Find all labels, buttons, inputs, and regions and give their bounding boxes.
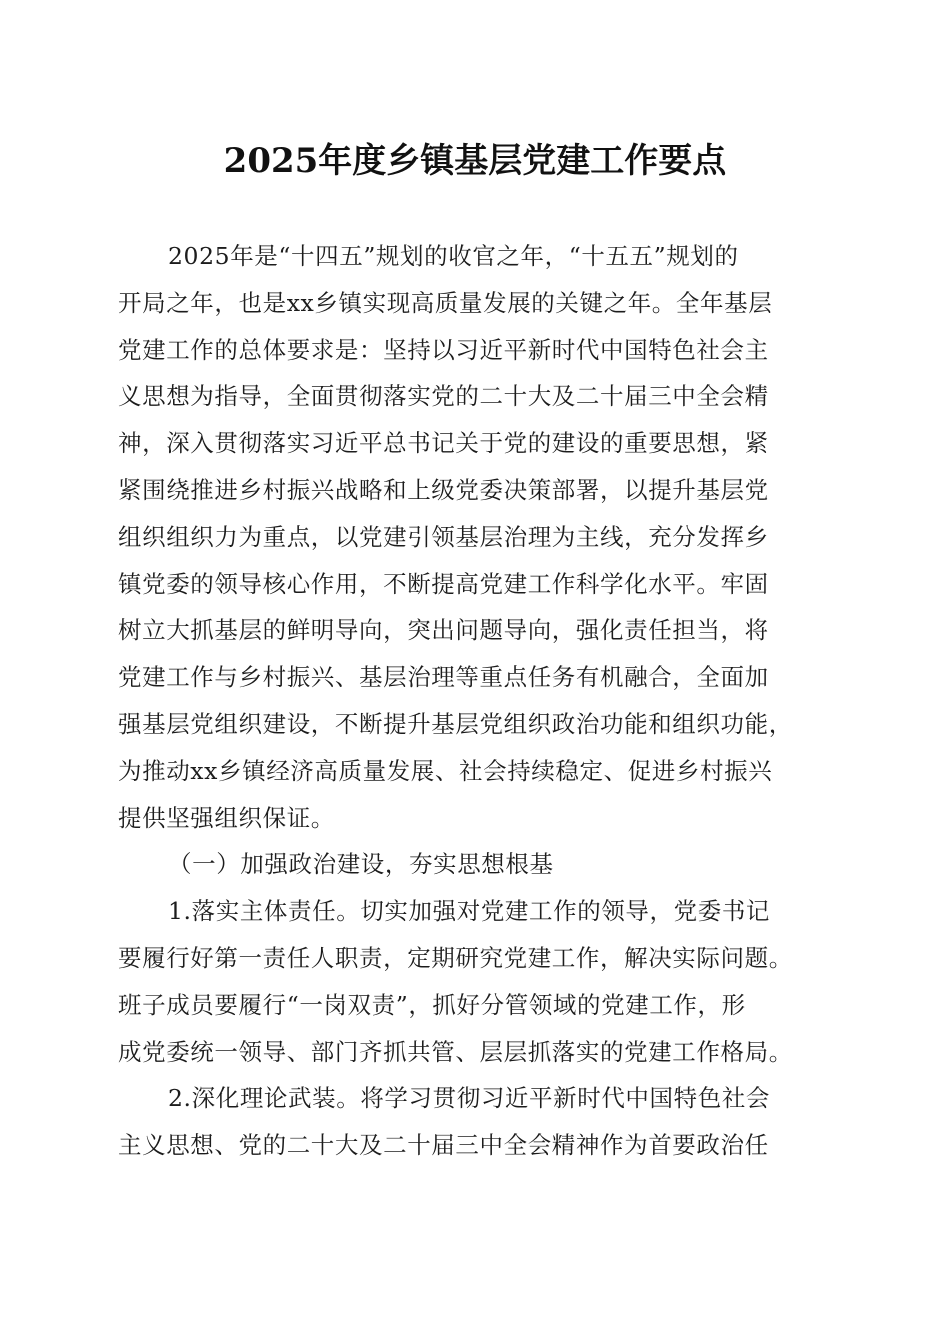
paragraph-line: 2.深化理论武装。将学习贯彻习近平新时代中国特色社会 [168,1084,771,1113]
paragraph-line: 班子成员要履行“一岗双责”，抓好分管领域的党建工作，形 [118,990,746,1019]
paragraph-line: 义思想为指导，全面贯彻落实党的二十大及二十届三中全会精 [118,382,769,411]
paragraph-line: 提供坚强组织保证。 [118,803,335,832]
section-heading: （一）加强政治建设，夯实思想根基 [168,850,554,879]
paragraph-line: 开局之年，也是xx乡镇实现高质量发展的关键之年。全年基层 [118,288,773,317]
paragraph-line: 成党委统一领导、部门齐抓共管、层层抓落实的党建工作格局。 [118,1037,793,1066]
document-title: 2025年度乡镇基层党建工作要点 [223,141,727,181]
paragraph-line: 要履行好第一责任人职责，定期研究党建工作，解决实际问题。 [118,943,793,972]
paragraph-line: 党建工作的总体要求是：坚持以习近平新时代中国特色社会主 [118,335,769,364]
document-body [118,233,838,1169]
paragraph-line: 主义思想、党的二十大及二十届三中全会精神作为首要政治任 [118,1131,769,1160]
paragraph-line: 党建工作与乡村振兴、基层治理等重点任务有机融合，全面加 [118,663,769,692]
paragraph-line: 为推动xx乡镇经济高质量发展、社会持续稳定、促进乡村振兴 [118,756,773,785]
paragraph-line: 1.落实主体责任。切实加强对党建工作的领导，党委书记 [168,897,771,926]
paragraph-line: 神，深入贯彻落实习近平总书记关于党的建设的重要思想，紧 [118,429,769,458]
paragraph-line: 2025年是“十四五”规划的收官之年，“十五五”规划的 [168,242,739,270]
paragraph-line: 紧围绕推进乡村振兴战略和上级党委决策部署，以提升基层党 [118,475,769,504]
paragraph-line: 强基层党组织建设，不断提升基层党组织政治功能和组织功能， [118,709,793,738]
paragraph-line: 组织组织力为重点，以党建引领基层治理为主线，充分发挥乡 [118,522,769,551]
paragraph-line: 树立大抓基层的鲜明导向，突出问题导向，强化责任担当，将 [118,616,769,645]
paragraph-line: 镇党委的领导核心作用，不断提高党建工作科学化水平。牢固 [118,569,769,598]
